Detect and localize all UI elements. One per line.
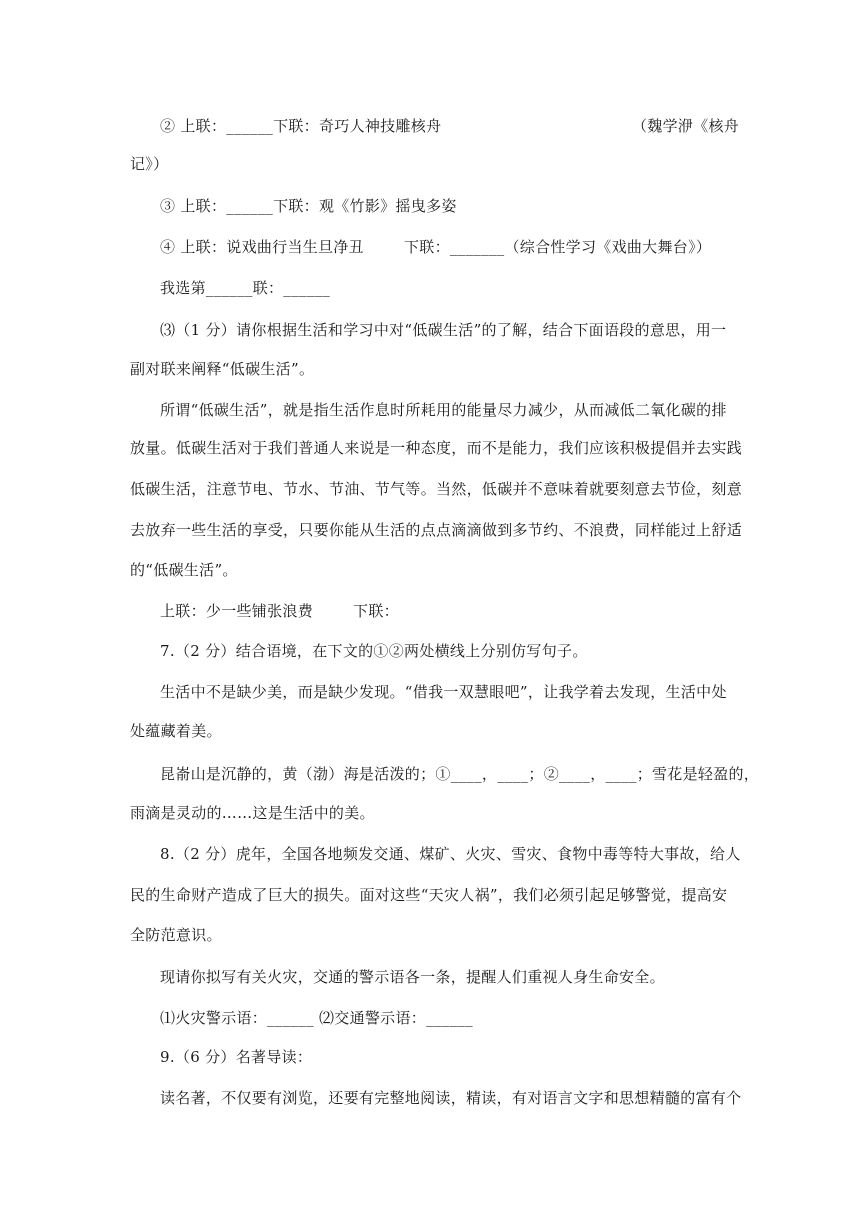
question-7-sentence-cont: 雨滴是灵动的……这是生活中的美。	[130, 804, 375, 822]
couplet-2-line: ② 上联：______下联：奇巧人神技雕核舟	[160, 117, 442, 135]
passage-line: 去放弃一些生活的享受，只要你能从生活的点点滴滴做到多节约、不浪费，同样能过上舒适	[130, 521, 743, 539]
couplet-answer-line	[160, 601, 399, 621]
choice-line: 我选第______联：______	[160, 279, 331, 297]
question-7-title: 7.（2 分）结合语境，在下文的①②两处横线上分别仿写句子。	[160, 642, 588, 660]
couplet-3-line: ③ 上联：______下联：观《竹影》摇曳多姿	[160, 197, 457, 215]
question-9-title: 9.（6 分）名著导读：	[160, 1048, 313, 1066]
upper-couplet: 上联：少一些铺张浪费	[160, 602, 314, 620]
question-7-sentence: 昆嵛山是沉静的，黄（渤）海是活泼的；①____，____；②____，____；雪花是轻盈的，	[160, 765, 760, 783]
question-3-prompt: ⑶（1 分）请你根据生活和学习中对“低碳生活”的了解，结合下面语段的意思，用一	[160, 321, 727, 339]
question-8-prompt: 现请你拟写有关火灾，交通的警示语各一条，提醒人们重视人身生命安全。	[160, 968, 665, 986]
couplet-4-lower: 下联：_______（综合性学习《戏曲大舞台》）	[403, 238, 712, 256]
lower-couplet-label: 下联：	[353, 602, 399, 620]
question-8-answers: ⑴火灾警示语：______ ⑵交通警示语：______	[160, 1009, 473, 1027]
passage-line: 所谓“低碳生活”，就是指生活作息时所耗用的能量尽力减少，从而减低二氧化碳的排	[160, 401, 727, 419]
question-3-prompt-cont: 副对联来阐释“低碳生活”。	[130, 360, 315, 378]
passage-line: 的“低碳生活”。	[130, 561, 238, 579]
question-7-text-cont: 处蕴藏着美。	[130, 722, 222, 740]
question-7-text: 生活中不是缺少美，而是缺少发现。“借我一双慧眼吧”，让我学着去发现，生活中处	[160, 683, 727, 701]
question-8-text: 民的生命财产造成了巨大的损失。面对这些“天灾人祸”，我们必须引起足够警觉，提高安	[130, 886, 728, 904]
question-8-title: 8.（2 分）虎年，全国各地频发交通、煤矿、火灾、雪灾、食物中毒等特大事故，给人	[160, 845, 741, 863]
couplet-4-line	[160, 237, 711, 257]
passage-line: 低碳生活，注意节电、节水、节油、节气等。当然，低碳并不意味着就要刻意去节俭，刻意	[130, 480, 743, 498]
couplet-4-upper: ④ 上联：说戏曲行当生旦净丑	[160, 238, 364, 256]
couplet-2-citation: （魏学洢《核舟	[632, 117, 740, 135]
question-9-text: 读名著，不仅要有浏览，还要有完整地阅读，精读，有对语言文字和思想精髓的富有个	[160, 1089, 742, 1107]
couplet-2-citation-end: 记》）	[130, 155, 169, 173]
question-8-text-cont: 全防范意识。	[130, 926, 222, 944]
passage-line: 放量。低碳生活对于我们普通人来说是一种态度，而不是能力，我们应该积极提倡并去实践	[130, 439, 743, 457]
